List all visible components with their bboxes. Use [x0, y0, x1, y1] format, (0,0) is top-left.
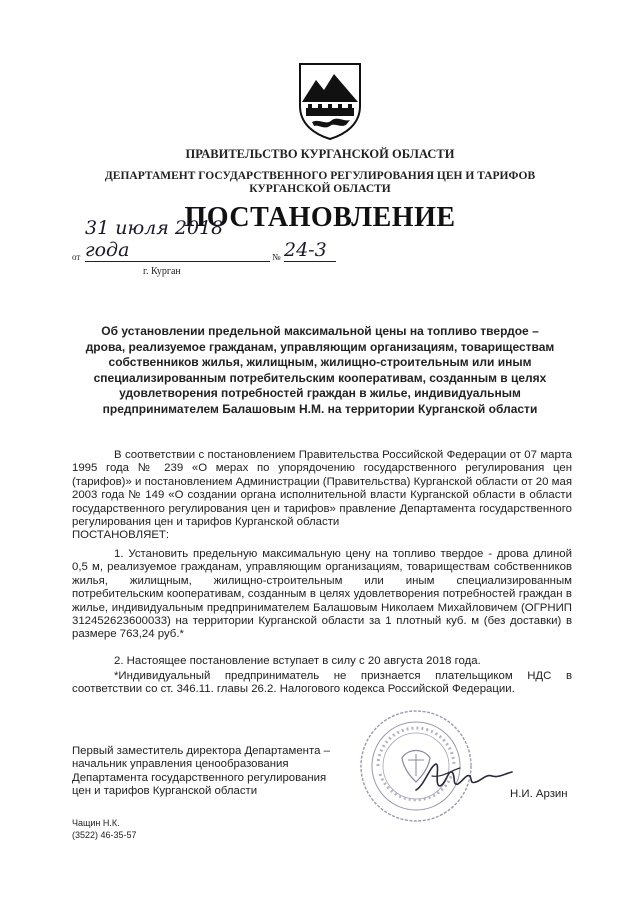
intro-paragraph-block [72, 449, 572, 543]
subject-line: предпринимателем Балашовым Н.М. на территории Курганской области [102, 401, 538, 416]
item-1-paragraph: 1. Установить предельную максимальную цену на топливо твердое - дрова длиной 0,5 м, реализуемое гражданам, управляющим организациям, товариществам собственников жилья, жилищным, жилищно-строительным или иным специализированным потребительским кооперативам, созданным в целях удовлетворения потребностей граждан в жилье, индивидуальным предпринимателем Балашовым Николаем Михайловичем (ОГРНИП 312452623600033) на территории Курганской области за 1 плотный куб. м (без доставки) в размере 763,24 руб.* [72, 548, 572, 641]
item-2-paragraph: 2. Настоящее постановление вступает в силу с 20 августа 2018 года. [114, 655, 481, 667]
org-name-line2 [0, 170, 640, 196]
handwritten-number: 24-3 [284, 239, 336, 262]
item-1-block [72, 548, 572, 642]
number-label: № [272, 252, 281, 262]
footnote-paragraph: *Индивидуальный предприниматель не признается плательщиком НДС в соответствии со ст. 346.11. главы 26.2. Налогового кодекса Российской Федерации. [72, 670, 572, 696]
resolves-label: ПОСТАНОВЛЯЕТ: [72, 529, 170, 542]
executor-name: Чащин Н.К. [72, 818, 120, 828]
footnote-block [72, 670, 572, 697]
kurgan-coat-of-arms-icon [298, 62, 362, 140]
signatory-position [72, 745, 372, 799]
subject-line: специализированным потребительским кооперативам, созданным в целях [93, 370, 547, 385]
org-name-line1: ПРАВИТЕЛЬСТВО КУРГАНСКОЙ ОБЛАСТИ [185, 147, 455, 161]
subject-line: собственников жилья, жилищным, жилищно-строительным или иным [108, 355, 532, 369]
signatory-position-line: цен и тарифов Курганской области [72, 785, 258, 798]
executor-phone: (3522) 46-35-57 [72, 830, 137, 840]
subject-line: дрова, реализуемое гражданам, управляющим организациям, товариществам [85, 339, 555, 354]
handwritten-signature [412, 756, 516, 798]
date-number-row [72, 217, 372, 268]
item-2-block [72, 655, 572, 668]
signatory-position-line: Департамента государственного регулирования [72, 771, 327, 784]
handwritten-date: 31 июля 2018 года [85, 217, 270, 262]
signatory-position-line: начальник управления ценообразования [72, 758, 289, 771]
document-type-title: ПОСТАНОВЛЕНИЕ [184, 202, 456, 233]
signatory-position-line: Первый заместитель директора Департамента – [72, 745, 330, 757]
document-subject [78, 324, 562, 417]
subject-line: Об установлении предельной максимальной цены на топливо твердое – [101, 324, 539, 338]
intro-paragraph: В соответствии с постановлением Правительства Российской Федерации от 07 марта 1995 года № 239 «О мерах по упорядочению государственного регулирования цен (тарифов)» и постановлением Администрации (Правительства) Курганской области от 20 мая 2003 года № 149 «О создании органа исполнительной власти Курганской области в области государственного регулирования цен и тарифов» правление Департамента государственного регулирования цен и тарифов Курганской области [72, 449, 572, 529]
city-label: г. Курган [143, 266, 181, 277]
signatory-name: Н.И. Арзин [510, 788, 568, 800]
org-name-line2b: КУРГАНСКОЙ ОБЛАСТИ [249, 183, 391, 195]
executor-info [72, 817, 137, 841]
org-name-line2a: ДЕПАРТАМЕНТ ГОСУДАРСТВЕННОГО РЕГУЛИРОВАНИЯ ЦЕН И ТАРИФОВ [104, 170, 536, 182]
from-label: от [72, 252, 81, 262]
subject-line: удовлетворения потребностей граждан в жилье, индивидуальным [119, 386, 521, 400]
